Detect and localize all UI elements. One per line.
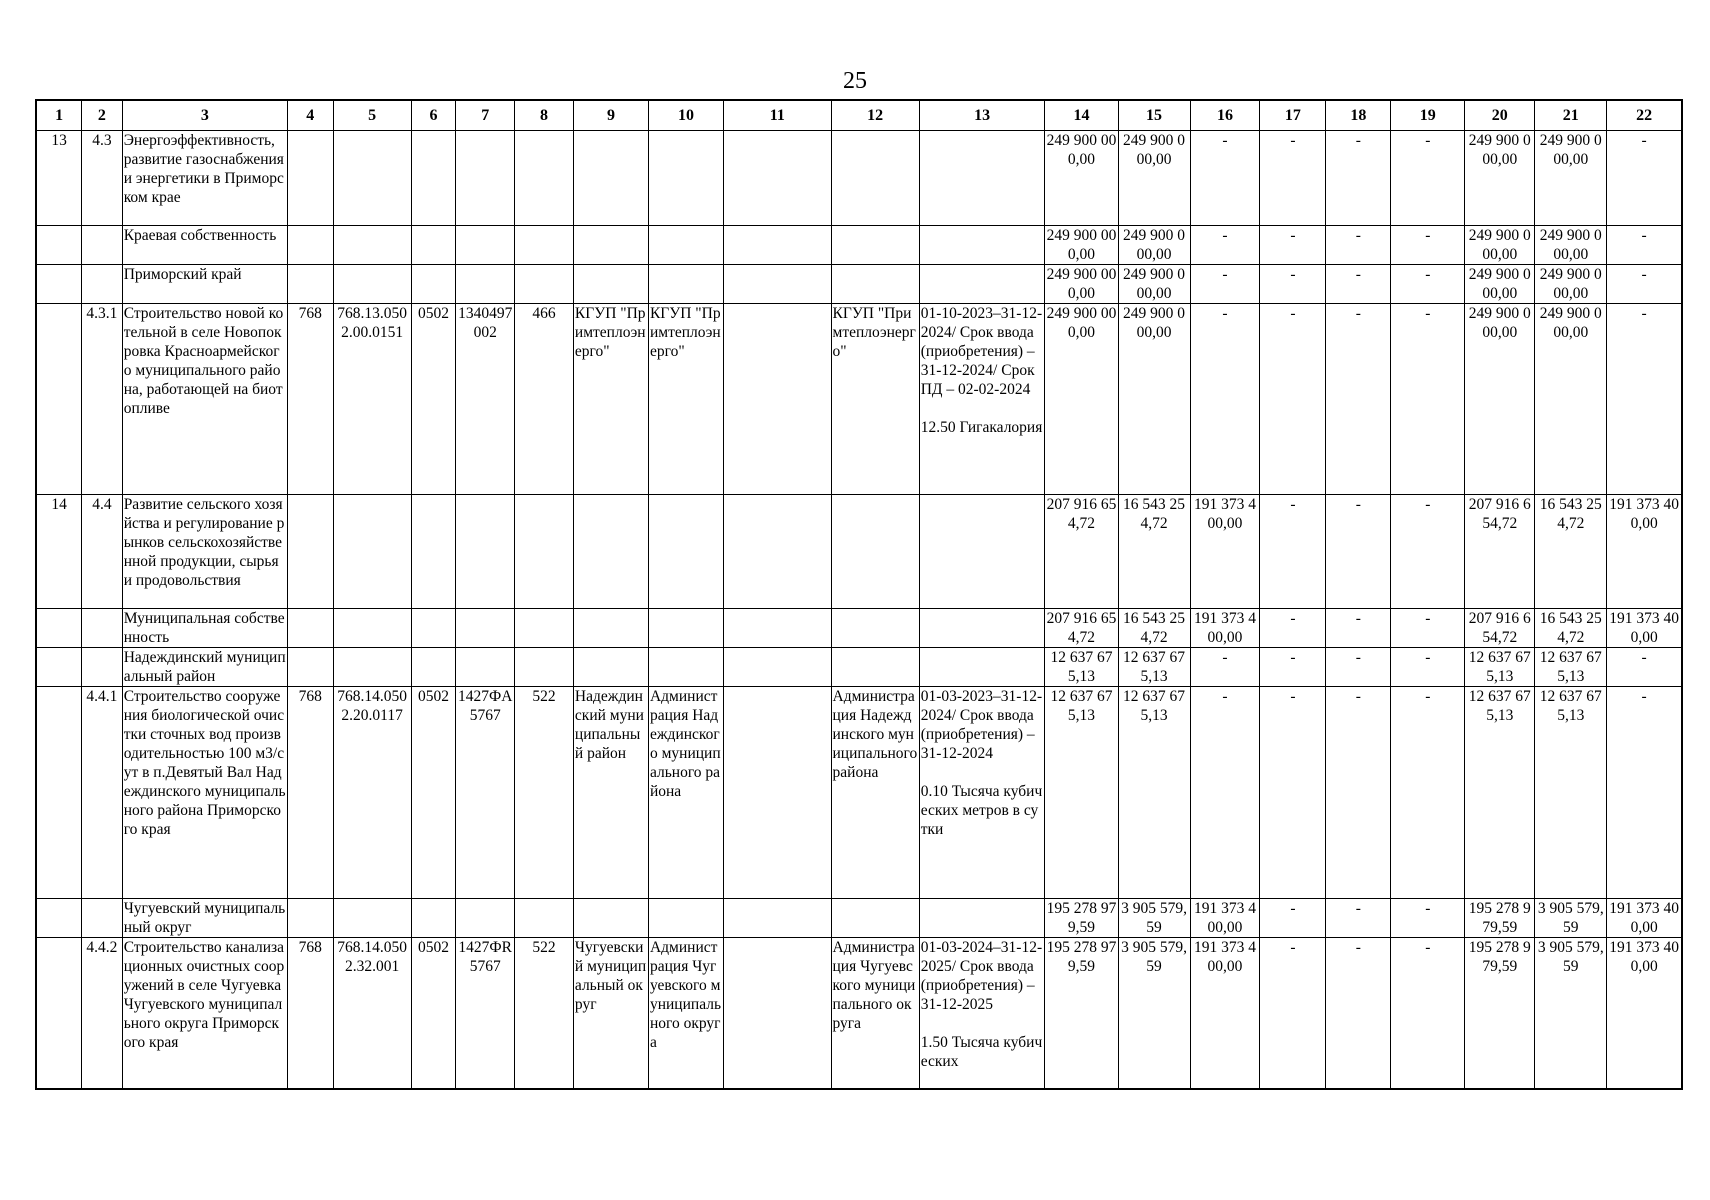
table-cell-col-20: 195 278 979,59 [1465, 938, 1535, 1090]
table-cell-col-17: - [1260, 687, 1326, 899]
table-body [36, 131, 1682, 1090]
table-cell-col-8: 522 [515, 938, 574, 1090]
column-header-4: 4 [287, 100, 333, 131]
table-cell-col-14: 195 278 979,59 [1046, 900, 1117, 936]
table-cell-col-4 [287, 609, 333, 648]
table-cell-col-20: 249 900 000,00 [1465, 131, 1535, 226]
table-cell-col-22: - [1607, 687, 1682, 899]
table-row [36, 938, 1682, 1090]
table-cell-col-1 [36, 648, 82, 687]
table-cell-col-20: 195 278 979,59 [1465, 899, 1535, 938]
table-cell-col-6 [411, 265, 456, 304]
table-cell-col-10: Администрация Надеждинского муниципального района [648, 687, 723, 899]
table-cell-col-1 [36, 226, 82, 265]
table-row [36, 226, 1682, 265]
column-header-9: 9 [573, 100, 648, 131]
table-cell-col-16: - [1190, 226, 1260, 265]
table-cell-col-9 [573, 609, 648, 648]
table-cell-col-19: - [1391, 648, 1465, 687]
table-cell-col-3: Чугуевский муниципальный округ [122, 899, 287, 938]
table-cell-col-13: 01-03-2024–31-12-2025/ Срок ввода (приобретения) – 31-12-2025 1.50 Тысяча кубических [919, 938, 1045, 1090]
column-header-19: 19 [1391, 100, 1465, 131]
table-cell-col-5: 768.13.0502.00.0151 [333, 304, 411, 495]
table-cell-col-6: 0502 [411, 304, 456, 495]
table-cell-col-10 [648, 495, 723, 609]
table-cell-col-17: - [1260, 899, 1326, 938]
table-cell-col-3: Муниципальная собственность [122, 609, 287, 648]
table-cell-col-18: - [1326, 938, 1391, 1090]
table-cell-col-13: 01-10-2023–31-12-2024/ Срок ввода (приобретения) – 31-12-2024/ Срок ПД – 02-02-2024 12.50 Гигакалория [919, 304, 1045, 495]
table-cell-col-11 [724, 226, 832, 265]
table-cell-col-9 [573, 131, 648, 226]
table-cell-col-2 [82, 226, 123, 265]
table-cell-col-10 [648, 899, 723, 938]
table-cell-col-18: - [1326, 226, 1391, 265]
table-cell-col-2 [82, 265, 123, 304]
column-header-16: 16 [1190, 100, 1260, 131]
table-cell-col-16: - [1190, 131, 1260, 226]
table-cell-col-19: - [1391, 899, 1465, 938]
table-cell-col-9 [573, 265, 648, 304]
table-cell-col-22: - [1607, 265, 1682, 304]
table-cell-col-12 [831, 226, 919, 265]
table-cell-col-13 [919, 899, 1045, 938]
table-cell-col-6 [411, 899, 456, 938]
table-cell-col-20: 249 900 000,00 [1465, 265, 1535, 304]
column-header-10: 10 [648, 100, 723, 131]
column-header-22: 22 [1607, 100, 1682, 131]
table-cell-col-2: 4.4 [82, 495, 123, 609]
table-cell-col-5: 768.14.0502.32.001 [333, 938, 411, 1090]
column-header-6: 6 [411, 100, 456, 131]
table-cell-col-14: 249 900 000,00 [1045, 131, 1118, 226]
table-cell-col-13 [919, 648, 1045, 687]
column-header-2: 2 [82, 100, 123, 131]
table-cell-col-14: 207 916 654,72 [1046, 610, 1117, 646]
column-header-18: 18 [1326, 100, 1391, 131]
table-cell-col-3: Приморский край [122, 265, 287, 304]
column-header-13: 13 [919, 100, 1045, 131]
table-cell-col-16: - [1190, 687, 1260, 899]
table-cell-col-12 [831, 495, 919, 609]
table-cell-col-15: 3 905 579,59 [1118, 938, 1190, 1090]
table-cell-col-2: 4.4.2 [82, 938, 123, 1090]
table-cell-col-22: 191 373 400,00 [1607, 495, 1682, 609]
table-cell-col-11 [724, 687, 832, 899]
table-cell-col-20: 207 916 654,72 [1465, 609, 1535, 648]
table-cell-col-19: - [1391, 131, 1465, 226]
table-cell-col-4: 768 [287, 938, 333, 1090]
table-cell-col-5 [333, 226, 411, 265]
table-cell-col-13 [919, 226, 1045, 265]
table-cell-col-7: 1427ФA5767 [456, 687, 515, 899]
table-cell-col-10 [648, 131, 723, 226]
table-cell-col-7: 1340497002 [456, 304, 515, 495]
table-cell-col-20: 249 900 000,00 [1465, 304, 1535, 495]
table-cell-col-1 [36, 899, 82, 938]
table-cell-col-4 [287, 226, 333, 265]
table-cell-col-16: - [1190, 648, 1260, 687]
table-cell-col-1: 13 [36, 131, 82, 226]
table-cell-col-18: - [1326, 687, 1391, 899]
table-cell-col-7 [456, 265, 515, 304]
column-header-8: 8 [515, 100, 574, 131]
table-cell-col-20: 12 637 675,13 [1465, 648, 1535, 687]
table-cell-col-18: - [1326, 648, 1391, 687]
table-row [36, 131, 1682, 226]
table-cell-col-17: - [1260, 495, 1326, 609]
table-cell-col-11 [724, 265, 832, 304]
table-cell-col-7 [456, 226, 515, 265]
table-cell-col-21: 249 900 000,00 [1535, 226, 1607, 265]
table-cell-col-6 [411, 131, 456, 226]
table-cell-col-22: - [1607, 304, 1682, 495]
table-cell-col-17: - [1260, 609, 1326, 648]
table-cell-col-20: 207 916 654,72 [1465, 495, 1535, 609]
table-cell-col-22: 191 373 400,00 [1607, 609, 1682, 648]
table-row [36, 609, 1682, 648]
table-cell-col-12 [831, 899, 919, 938]
table-cell-col-19: - [1391, 938, 1465, 1090]
table-cell-col-9: Надеждинский муниципальный район [573, 687, 648, 899]
table-cell-col-14: 249 900 000,00 [1046, 227, 1117, 263]
table-cell-col-2: 4.4.1 [82, 687, 123, 899]
table-cell-col-21: 12 637 675,13 [1535, 648, 1607, 687]
table-cell-col-9 [573, 495, 648, 609]
table-cell-col-6: 0502 [411, 938, 456, 1090]
table-cell-col-11 [724, 938, 832, 1090]
table-cell-col-6 [411, 495, 456, 609]
table-row [36, 304, 1682, 495]
table-cell-col-3: Надеждинский муниципальный район [123, 649, 286, 685]
table-cell-col-15: 16 543 254,72 [1118, 495, 1190, 609]
table-cell-col-13 [919, 265, 1045, 304]
table-cell-col-6 [411, 226, 456, 265]
table-cell-col-9 [573, 899, 648, 938]
table-cell-col-12: Администрация Чугуевского муниципального округа [831, 938, 919, 1090]
column-header-5: 5 [333, 100, 411, 131]
table-cell-col-15: 249 900 000,00 [1118, 265, 1190, 304]
table-cell-col-17: - [1260, 265, 1326, 304]
table-cell-col-3: Энергоэффективность, развитие газоснабжения и энергетики в Приморском крае [122, 131, 287, 226]
table-cell-col-15: 249 900 000,00 [1118, 226, 1190, 265]
table-cell-col-7 [456, 609, 515, 648]
table-cell-col-16: 191 373 400,00 [1190, 495, 1260, 609]
table-cell-col-8 [515, 131, 574, 226]
table-cell-col-4 [287, 265, 333, 304]
table-cell-col-9: Чугуевский муниципальный округ [573, 938, 648, 1090]
table-cell-col-8 [515, 226, 574, 265]
table-cell-col-21: 16 543 254,72 [1535, 495, 1607, 609]
table-cell-col-18: - [1326, 495, 1391, 609]
table-cell-col-21: 249 900 000,00 [1535, 265, 1607, 304]
table-cell-col-16: 191 373 400,00 [1190, 938, 1260, 1090]
table-cell-col-15: 12 637 675,13 [1118, 648, 1190, 687]
table-cell-col-11 [724, 304, 832, 495]
table-cell-col-2: 4.3 [82, 131, 123, 226]
table-cell-col-13 [919, 131, 1045, 226]
table-cell-col-8 [515, 899, 574, 938]
table-cell-col-16: 191 373 400,00 [1190, 899, 1260, 938]
table-cell-col-19: - [1391, 265, 1465, 304]
table-cell-col-11 [724, 648, 832, 687]
table-cell-col-21: 16 543 254,72 [1535, 609, 1607, 648]
table-cell-col-3: Краевая собственность [122, 226, 287, 265]
table-cell-col-1 [36, 609, 82, 648]
table-cell-col-21: 3 905 579,59 [1535, 938, 1607, 1090]
table-cell-col-14: 195 278 979,59 [1045, 938, 1118, 1090]
table-cell-col-19: - [1391, 304, 1465, 495]
table-cell-col-3: Строительство сооружения биологической очистки сточных вод производительностью 100 м3/сут в п.Девятый Вал Надеждинского муниципального района Приморского края [122, 687, 287, 899]
table-cell-col-12 [831, 131, 919, 226]
table-cell-col-18: - [1326, 304, 1391, 495]
table-cell-col-2: 4.3.1 [82, 304, 123, 495]
column-header-14: 14 [1045, 100, 1118, 131]
table-cell-col-5 [333, 131, 411, 226]
table-cell-col-11 [724, 899, 832, 938]
table-cell-col-19: - [1391, 226, 1465, 265]
table-cell-col-11 [724, 609, 832, 648]
table-cell-col-6 [411, 648, 456, 687]
table-cell-col-7 [456, 899, 515, 938]
table-cell-col-5: 768.14.0502.20.0117 [333, 687, 411, 899]
column-header-20: 20 [1465, 100, 1535, 131]
table-cell-col-18: - [1326, 131, 1391, 226]
table-cell-col-11 [724, 131, 832, 226]
table-cell-col-21: 249 900 000,00 [1535, 131, 1607, 226]
table-cell-col-9 [573, 226, 648, 265]
table-cell-col-6 [411, 609, 456, 648]
table-cell-col-4 [287, 648, 333, 687]
table-cell-col-1 [36, 265, 82, 304]
table-cell-col-4: 768 [287, 687, 333, 899]
table-cell-col-5 [333, 609, 411, 648]
table-cell-col-10 [648, 648, 723, 687]
table-cell-col-19: - [1391, 687, 1465, 899]
table-cell-col-12: Администрация Надеждинского муниципального района [831, 687, 919, 899]
table-cell-col-12 [831, 648, 919, 687]
table-cell-col-15: 16 543 254,72 [1118, 609, 1190, 648]
table-cell-col-3: Строительство канализационных очистных сооружений в селе Чугуевка Чугуевского муниципального округа Приморского края [122, 938, 287, 1090]
table-cell-col-12: КГУП "Примтеплоэнерго" [831, 304, 919, 495]
table-cell-col-8 [515, 648, 574, 687]
table-cell-col-16: - [1190, 265, 1260, 304]
column-header-12: 12 [831, 100, 919, 131]
table-cell-col-10 [648, 265, 723, 304]
table-cell-col-15: 249 900 000,00 [1118, 131, 1190, 226]
table-cell-col-4 [287, 495, 333, 609]
table-cell-col-22: - [1607, 648, 1682, 687]
column-header-7: 7 [456, 100, 515, 131]
table-cell-col-19: - [1391, 495, 1465, 609]
table-cell-col-4: 768 [287, 304, 333, 495]
table-cell-col-8: 466 [515, 304, 574, 495]
table-cell-col-8 [515, 609, 574, 648]
table-cell-col-5 [333, 648, 411, 687]
table-cell-col-8 [515, 495, 574, 609]
table-row [36, 265, 1682, 304]
table-cell-col-3: Развитие сельского хозяйства и регулирование рынков сельскохозяйственной продукции, сырья и продовольствия [122, 495, 287, 609]
table-cell-col-22: 191 373 400,00 [1607, 899, 1682, 938]
table-cell-col-19: - [1391, 609, 1465, 648]
table-cell-col-14: 12 637 675,13 [1045, 687, 1118, 899]
table-cell-col-7 [456, 495, 515, 609]
table-cell-col-14: 12 637 675,13 [1045, 648, 1118, 687]
table-cell-col-22: 191 373 400,00 [1607, 938, 1682, 1090]
table-cell-col-13 [919, 609, 1045, 648]
table-cell-col-11 [724, 495, 832, 609]
table-cell-col-14: 207 916 654,72 [1045, 495, 1118, 609]
table-cell-col-15: 3 905 579,59 [1118, 899, 1190, 938]
table-cell-col-15: 12 637 675,13 [1118, 687, 1190, 899]
table-cell-col-4 [287, 899, 333, 938]
table-cell-col-10 [648, 226, 723, 265]
table-cell-col-8: 522 [515, 687, 574, 899]
table-cell-col-12 [831, 265, 919, 304]
column-header-11: 11 [724, 100, 832, 131]
table-cell-col-8 [515, 265, 574, 304]
table-cell-col-1 [36, 687, 82, 899]
budget-table [35, 99, 1683, 1090]
table-cell-col-16: - [1190, 304, 1260, 495]
column-header-1: 1 [36, 100, 82, 131]
table-row [36, 899, 1682, 938]
table-cell-col-17: - [1260, 131, 1326, 226]
header-row [36, 100, 1682, 131]
table-cell-col-17: - [1260, 938, 1326, 1090]
table-cell-col-1: 14 [36, 495, 82, 609]
table-cell-col-20: 249 900 000,00 [1465, 226, 1535, 265]
table-cell-col-3: Строительство новой котельной в селе Новопокровка Красноармейского муниципального района, работающей на биотопливе [122, 304, 287, 495]
table-cell-col-9: КГУП "Примтеплоэнерго" [573, 304, 648, 495]
table-cell-col-22: - [1607, 226, 1682, 265]
table-cell-col-18: - [1326, 899, 1391, 938]
table-cell-col-5 [333, 899, 411, 938]
table-cell-col-16: 191 373 400,00 [1190, 609, 1260, 648]
table-cell-col-20: 12 637 675,13 [1465, 687, 1535, 899]
table-cell-col-10 [648, 609, 723, 648]
table-cell-col-10: КГУП "Примтеплоэнерго" [648, 304, 723, 495]
column-header-3: 3 [122, 100, 287, 131]
page-number: 25 [843, 68, 867, 94]
table-cell-col-21: 249 900 000,00 [1535, 304, 1607, 495]
table-cell-col-1 [36, 304, 82, 495]
table-cell-col-7: 1427ФR5767 [456, 938, 515, 1090]
table-cell-col-9 [573, 648, 648, 687]
table-cell-col-21: 12 637 675,13 [1535, 687, 1607, 899]
table-row [36, 687, 1682, 899]
table-cell-col-1 [36, 938, 82, 1090]
table-cell-col-14: 249 900 000,00 [1046, 266, 1117, 302]
table-cell-col-6: 0502 [411, 687, 456, 899]
table-cell-col-17: - [1260, 648, 1326, 687]
table-row [36, 648, 1682, 687]
column-header-17: 17 [1260, 100, 1326, 131]
column-header-21: 21 [1535, 100, 1607, 131]
table-cell-col-2 [82, 648, 123, 687]
table-cell-col-5 [333, 495, 411, 609]
table-cell-col-22: - [1607, 131, 1682, 226]
table-cell-col-15: 249 900 000,00 [1118, 304, 1190, 495]
table-cell-col-5 [333, 265, 411, 304]
table-cell-col-21: 3 905 579,59 [1535, 899, 1607, 938]
table-cell-col-2 [82, 609, 123, 648]
table-cell-col-2 [82, 899, 123, 938]
column-header-15: 15 [1118, 100, 1190, 131]
table-cell-col-18: - [1326, 265, 1391, 304]
table-cell-col-17: - [1260, 304, 1326, 495]
table-cell-col-13: 01-03-2023–31-12-2024/ Срок ввода (приобретения) – 31-12-2024 0.10 Тысяча кубических метров в сутки [919, 687, 1045, 899]
table-cell-col-17: - [1260, 226, 1326, 265]
table-cell-col-10: Администрация Чугуевского муниципального округа [648, 938, 723, 1090]
table-cell-col-18: - [1326, 609, 1391, 648]
table-cell-col-13 [919, 495, 1045, 609]
table-cell-col-12 [831, 609, 919, 648]
table-cell-col-7 [456, 131, 515, 226]
table-cell-col-7 [456, 648, 515, 687]
table-row [36, 495, 1682, 609]
table-cell-col-14: 249 900 000,00 [1045, 304, 1118, 495]
table-cell-col-4 [287, 131, 333, 226]
